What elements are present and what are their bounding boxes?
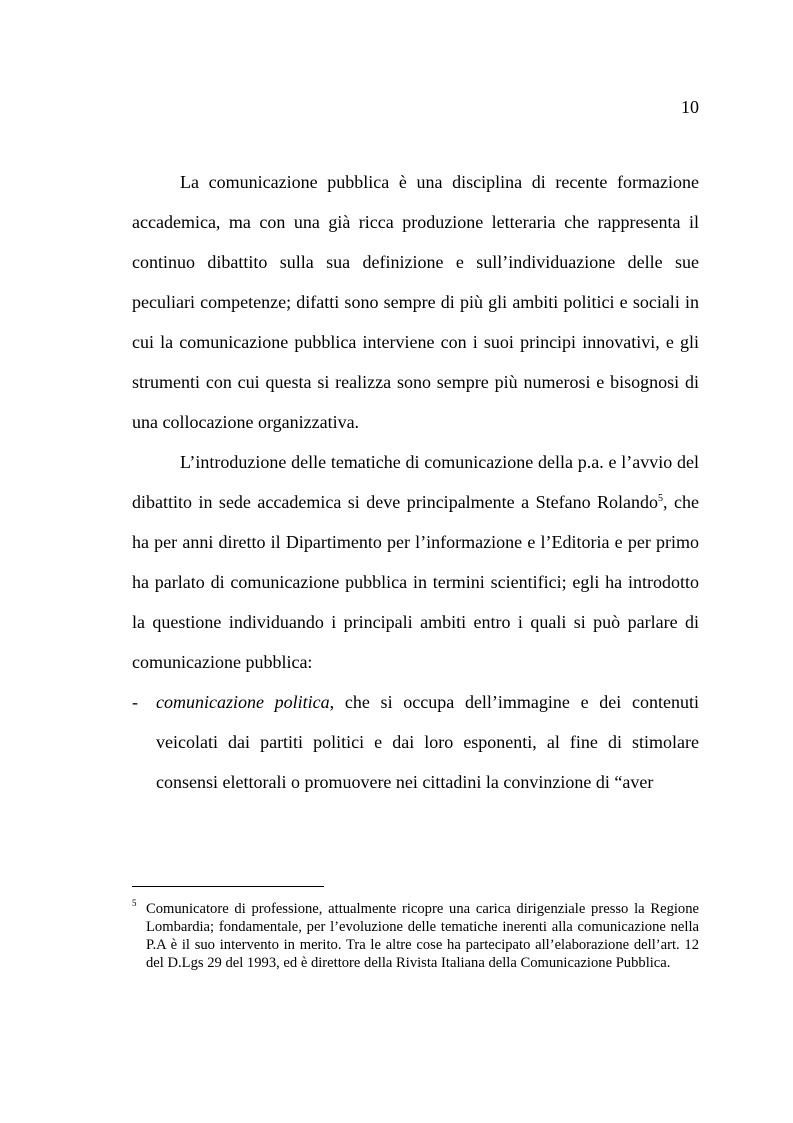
footnote-separator [132,886,324,887]
paragraph-2 [132,442,699,682]
page-number: 10 [681,97,699,117]
paragraph-1: La comunicazione pubblica è una disciplina di recente formazione accademica, ma con una già ricca produzione letteraria che rappresenta il continuo dibattito sulla sua definizione e sull’individuazione delle sue peculiari competenze; difatti sono sempre di più gli ambiti politici e sociali in cui la comunicazione pubblica interviene con i suoi principi innovativi, e gli strumenti con cui questa si realizza sono sempre più numerosi e bisognosi di una collocazione organizzativa. [132,172,699,432]
footnote-mark: 5 [132,898,137,908]
list-item-term: comunicazione politica [156,692,330,712]
main-text [132,162,699,802]
footnote-reference[interactable]: 5 [658,493,664,504]
list-item-text: , che si occupa dell’immagine e dei contenuti veicolati dai partiti politici e dai loro esponenti, al fine di stimolare consensi elettorali o promuovere nei cittadini la convinzione di “aver [156,692,699,792]
footnote [132,900,699,972]
list-item [132,682,699,802]
paragraph-2-text-b: , che ha per anni diretto il Dipartimento per l’informazione e l’Editoria e per primo ha parlato di comunicazione pubblica in termini scientifici; egli ha introdotto la questione individuando i principali ambiti entro i quali si può parlare di comunicazione pubblica: [132,492,699,672]
dash-marker: - [132,692,138,712]
footnote-text: Comunicatore di professione, attualmente ricopre una carica dirigenziale presso la Regione Lombardia; fondamentale, per l’evoluzione delle tematiche inerenti alla comunicazione nella P.A è il suo intervento in merito. Tra le altre cose ha partecipato all’elaborazione dell’art. 12 del D.Lgs 29 del 1993, ed è direttore della Rivista Italiana della Comunicazione Pubblica. [146,901,699,971]
paragraph-2-text-a: L’introduzione delle tematiche di comunicazione della p.a. e l’avvio del dibattito in sede accademica si deve principalmente a Stefano Rolando [132,452,699,512]
bullet-list [132,682,699,802]
